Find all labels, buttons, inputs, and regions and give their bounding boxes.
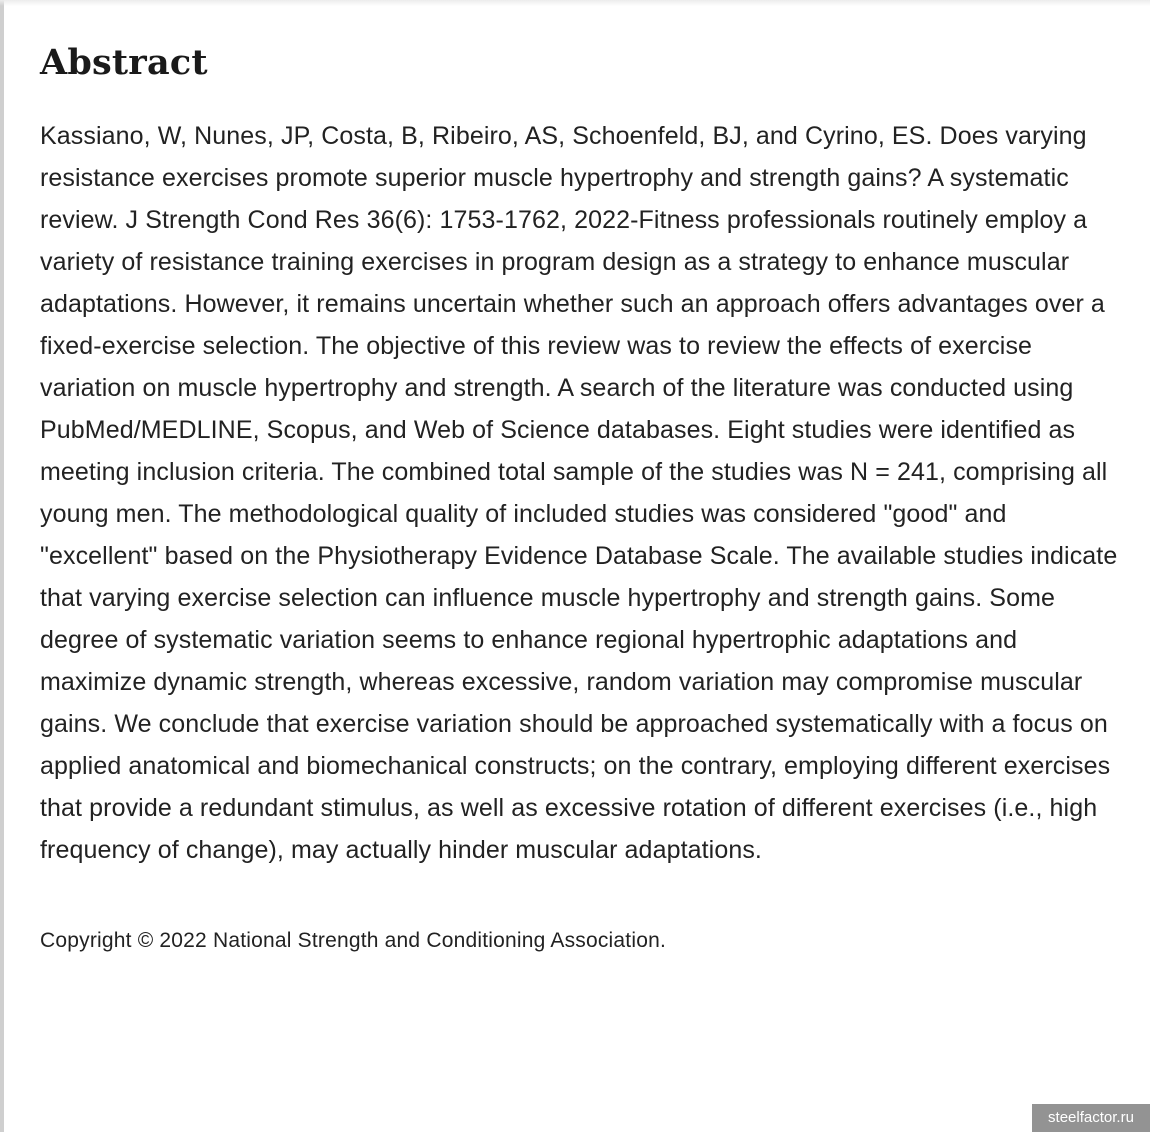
copyright-notice: Copyright © 2022 National Strength and Conditioning Association. — [40, 929, 666, 952]
left-border — [0, 0, 4, 1132]
watermark-label: steelfactor.ru — [1032, 1104, 1150, 1132]
top-shadow — [0, 0, 1150, 6]
abstract-text: Kassiano, W, Nunes, JP, Costa, B, Ribeiro, AS, Schoenfeld, BJ, and Cyrino, ES. Does varying resistance exercises promote superior muscle hypertrophy and strength gains? A systematic review. J Strength Cond Res 36(6): 1753-1762, 2022-Fitness professionals routinely employ a variety of resistance training exercises in program design as a strategy to enhance muscular adaptations. However, it remains uncertain whether such an approach offers advantages over a fixed-exercise selection. The objective of this review was to review the effects of exercise variation on muscle hypertrophy and strength. A search of the literature was conducted using PubMed/MEDLINE, Scopus, and Web of Science databases. Eight studies were identified as meeting inclusion criteria. The combined total sample of the studies was N = 241, comprising all young men. The methodological quality of included studies was considered "good" and "excellent" based on the Physiotherapy Evidence Database Scale. The available studies indicate that varying exercise selection can influence muscle hypertrophy and strength gains. Some degree of systematic variation seems to enhance regional hypertrophic adaptations and maximize dynamic strength, whereas excessive, random variation may compromise muscular gains. We conclude that exercise variation should be approached systematically with a focus on applied anatomical and biomechanical constructs; on the contrary, employing different exercises that provide a redundant stimulus, as well as excessive rotation of different exercises (i.e., high frequency of change), may actually hinder muscular adaptations. — [40, 122, 1118, 864]
abstract-section — [40, 36, 1120, 955]
abstract-heading: Abstract — [40, 42, 208, 83]
